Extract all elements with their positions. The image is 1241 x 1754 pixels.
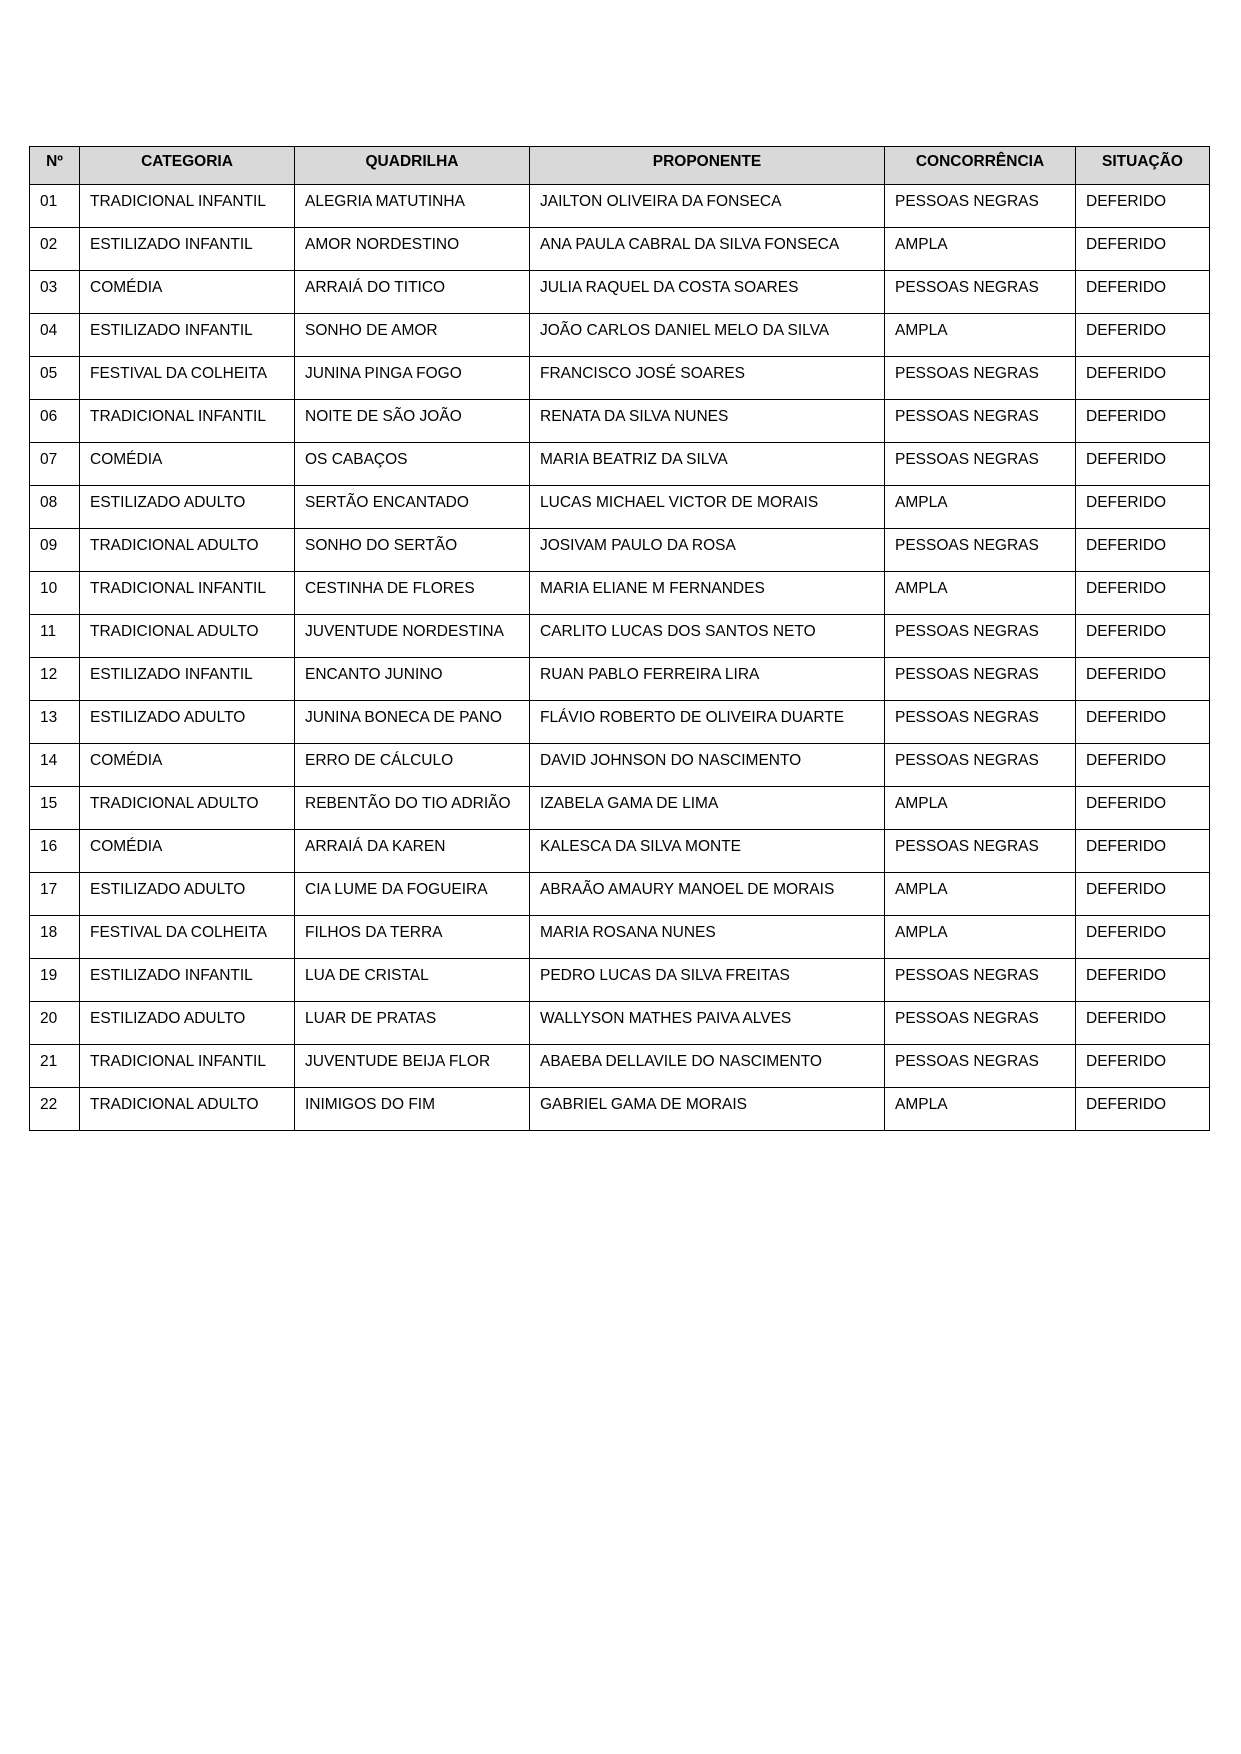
cell-concorrencia: PESSOAS NEGRAS [885,529,1076,572]
column-header-concorrencia: CONCORRÊNCIA [885,147,1076,185]
cell-number: 13 [30,701,80,744]
cell-categoria: COMÉDIA [80,271,295,314]
cell-proponente: JOSIVAM PAULO DA ROSA [530,529,885,572]
cell-categoria: TRADICIONAL ADULTO [80,529,295,572]
cell-proponente: KALESCA DA SILVA MONTE [530,830,885,873]
cell-quadrilha: ALEGRIA MATUTINHA [295,185,530,228]
table-row [30,185,1210,228]
cell-situacao: DEFERIDO [1076,787,1210,830]
cell-concorrencia: PESSOAS NEGRAS [885,185,1076,228]
cell-quadrilha: SERTÃO ENCANTADO [295,486,530,529]
cell-number: 11 [30,615,80,658]
cell-categoria: TRADICIONAL INFANTIL [80,400,295,443]
table-row [30,443,1210,486]
column-header-situacao: SITUAÇÃO [1076,147,1210,185]
cell-concorrencia: AMPLA [885,873,1076,916]
cell-proponente: RUAN PABLO FERREIRA LIRA [530,658,885,701]
cell-categoria: TRADICIONAL ADULTO [80,1088,295,1131]
cell-number: 12 [30,658,80,701]
cell-quadrilha: JUNINA BONECA DE PANO [295,701,530,744]
results-table [29,146,1210,1131]
cell-situacao: DEFERIDO [1076,314,1210,357]
cell-situacao: DEFERIDO [1076,271,1210,314]
cell-number: 07 [30,443,80,486]
cell-quadrilha: ARRAIÁ DO TITICO [295,271,530,314]
cell-number: 09 [30,529,80,572]
table-row [30,787,1210,830]
cell-concorrencia: PESSOAS NEGRAS [885,1045,1076,1088]
cell-concorrencia: PESSOAS NEGRAS [885,357,1076,400]
cell-situacao: DEFERIDO [1076,357,1210,400]
cell-situacao: DEFERIDO [1076,658,1210,701]
table-row [30,615,1210,658]
cell-situacao: DEFERIDO [1076,701,1210,744]
cell-number: 04 [30,314,80,357]
cell-concorrencia: PESSOAS NEGRAS [885,830,1076,873]
table-row [30,529,1210,572]
cell-situacao: DEFERIDO [1076,1002,1210,1045]
cell-situacao: DEFERIDO [1076,529,1210,572]
cell-categoria: TRADICIONAL INFANTIL [80,185,295,228]
cell-concorrencia: AMPLA [885,572,1076,615]
cell-quadrilha: OS CABAÇOS [295,443,530,486]
cell-concorrencia: PESSOAS NEGRAS [885,701,1076,744]
cell-concorrencia: PESSOAS NEGRAS [885,744,1076,787]
cell-categoria: ESTILIZADO ADULTO [80,1002,295,1045]
cell-categoria: ESTILIZADO INFANTIL [80,314,295,357]
cell-proponente: LUCAS MICHAEL VICTOR DE MORAIS [530,486,885,529]
cell-categoria: ESTILIZADO ADULTO [80,486,295,529]
table-row [30,959,1210,1002]
cell-number: 18 [30,916,80,959]
cell-number: 15 [30,787,80,830]
cell-categoria: COMÉDIA [80,830,295,873]
header-row [30,147,1210,185]
cell-concorrencia: AMPLA [885,228,1076,271]
table-row [30,658,1210,701]
table-row [30,486,1210,529]
cell-number: 21 [30,1045,80,1088]
cell-situacao: DEFERIDO [1076,572,1210,615]
cell-concorrencia: AMPLA [885,787,1076,830]
cell-number: 20 [30,1002,80,1045]
cell-number: 01 [30,185,80,228]
cell-proponente: PEDRO LUCAS DA SILVA FREITAS [530,959,885,1002]
cell-categoria: COMÉDIA [80,744,295,787]
cell-quadrilha: LUAR DE PRATAS [295,1002,530,1045]
cell-categoria: FESTIVAL DA COLHEITA [80,916,295,959]
cell-proponente: FLÁVIO ROBERTO DE OLIVEIRA DUARTE [530,701,885,744]
cell-proponente: JAILTON OLIVEIRA DA FONSECA [530,185,885,228]
cell-quadrilha: LUA DE CRISTAL [295,959,530,1002]
cell-concorrencia: PESSOAS NEGRAS [885,1002,1076,1045]
cell-proponente: WALLYSON MATHES PAIVA ALVES [530,1002,885,1045]
cell-quadrilha: AMOR NORDESTINO [295,228,530,271]
cell-categoria: ESTILIZADO ADULTO [80,701,295,744]
cell-situacao: DEFERIDO [1076,916,1210,959]
cell-situacao: DEFERIDO [1076,830,1210,873]
cell-concorrencia: AMPLA [885,916,1076,959]
table-row [30,271,1210,314]
cell-categoria: TRADICIONAL INFANTIL [80,1045,295,1088]
table-row [30,314,1210,357]
cell-proponente: ABAEBA DELLAVILE DO NASCIMENTO [530,1045,885,1088]
cell-proponente: RENATA DA SILVA NUNES [530,400,885,443]
cell-concorrencia: PESSOAS NEGRAS [885,400,1076,443]
column-header-number: Nº [30,147,80,185]
column-header-quadrilha: QUADRILHA [295,147,530,185]
cell-situacao: DEFERIDO [1076,185,1210,228]
cell-number: 05 [30,357,80,400]
table-row [30,572,1210,615]
cell-proponente: CARLITO LUCAS DOS SANTOS NETO [530,615,885,658]
cell-proponente: MARIA ROSANA NUNES [530,916,885,959]
cell-number: 14 [30,744,80,787]
cell-proponente: JOÃO CARLOS DANIEL MELO DA SILVA [530,314,885,357]
cell-proponente: JULIA RAQUEL DA COSTA SOARES [530,271,885,314]
cell-number: 22 [30,1088,80,1131]
table-row [30,1045,1210,1088]
cell-quadrilha: FILHOS DA TERRA [295,916,530,959]
table-row [30,228,1210,271]
cell-number: 06 [30,400,80,443]
cell-number: 08 [30,486,80,529]
cell-situacao: DEFERIDO [1076,443,1210,486]
table-row [30,400,1210,443]
cell-number: 19 [30,959,80,1002]
cell-number: 03 [30,271,80,314]
cell-categoria: FESTIVAL DA COLHEITA [80,357,295,400]
cell-categoria: ESTILIZADO INFANTIL [80,658,295,701]
cell-categoria: ESTILIZADO INFANTIL [80,228,295,271]
cell-quadrilha: JUNINA PINGA FOGO [295,357,530,400]
table-header [30,147,1210,185]
cell-categoria: COMÉDIA [80,443,295,486]
table-row [30,744,1210,787]
cell-quadrilha: ENCANTO JUNINO [295,658,530,701]
cell-quadrilha: NOITE DE SÃO JOÃO [295,400,530,443]
cell-quadrilha: REBENTÃO DO TIO ADRIÃO [295,787,530,830]
cell-situacao: DEFERIDO [1076,615,1210,658]
cell-quadrilha: INIMIGOS DO FIM [295,1088,530,1131]
cell-situacao: DEFERIDO [1076,873,1210,916]
column-header-categoria: CATEGORIA [80,147,295,185]
cell-number: 16 [30,830,80,873]
cell-concorrencia: AMPLA [885,314,1076,357]
cell-concorrencia: AMPLA [885,1088,1076,1131]
column-header-proponente: PROPONENTE [530,147,885,185]
cell-proponente: ABRAÃO AMAURY MANOEL DE MORAIS [530,873,885,916]
cell-proponente: DAVID JOHNSON DO NASCIMENTO [530,744,885,787]
table-row [30,1002,1210,1045]
cell-quadrilha: ARRAIÁ DA KAREN [295,830,530,873]
cell-quadrilha: SONHO DO SERTÃO [295,529,530,572]
cell-proponente: FRANCISCO JOSÉ SOARES [530,357,885,400]
cell-situacao: DEFERIDO [1076,228,1210,271]
cell-concorrencia: PESSOAS NEGRAS [885,615,1076,658]
cell-concorrencia: PESSOAS NEGRAS [885,959,1076,1002]
cell-concorrencia: AMPLA [885,486,1076,529]
cell-proponente: ANA PAULA CABRAL DA SILVA FONSECA [530,228,885,271]
cell-proponente: IZABELA GAMA DE LIMA [530,787,885,830]
cell-situacao: DEFERIDO [1076,744,1210,787]
cell-quadrilha: CIA LUME DA FOGUEIRA [295,873,530,916]
table-row [30,830,1210,873]
cell-quadrilha: JUVENTUDE BEIJA FLOR [295,1045,530,1088]
cell-categoria: TRADICIONAL ADULTO [80,787,295,830]
cell-number: 17 [30,873,80,916]
cell-situacao: DEFERIDO [1076,1088,1210,1131]
cell-quadrilha: JUVENTUDE NORDESTINA [295,615,530,658]
cell-situacao: DEFERIDO [1076,400,1210,443]
cell-concorrencia: PESSOAS NEGRAS [885,658,1076,701]
cell-concorrencia: PESSOAS NEGRAS [885,271,1076,314]
cell-categoria: ESTILIZADO ADULTO [80,873,295,916]
cell-proponente: MARIA ELIANE M FERNANDES [530,572,885,615]
table-row [30,916,1210,959]
table-row [30,357,1210,400]
cell-situacao: DEFERIDO [1076,486,1210,529]
cell-quadrilha: ERRO DE CÁLCULO [295,744,530,787]
cell-categoria: TRADICIONAL ADULTO [80,615,295,658]
cell-situacao: DEFERIDO [1076,1045,1210,1088]
cell-quadrilha: CESTINHA DE FLORES [295,572,530,615]
cell-proponente: GABRIEL GAMA DE MORAIS [530,1088,885,1131]
table-row [30,873,1210,916]
cell-number: 02 [30,228,80,271]
table-row [30,701,1210,744]
cell-quadrilha: SONHO DE AMOR [295,314,530,357]
cell-number: 10 [30,572,80,615]
cell-categoria: ESTILIZADO INFANTIL [80,959,295,1002]
table-row [30,1088,1210,1131]
table-body [30,185,1210,1131]
cell-categoria: TRADICIONAL INFANTIL [80,572,295,615]
cell-concorrencia: PESSOAS NEGRAS [885,443,1076,486]
cell-proponente: MARIA BEATRIZ DA SILVA [530,443,885,486]
cell-situacao: DEFERIDO [1076,959,1210,1002]
